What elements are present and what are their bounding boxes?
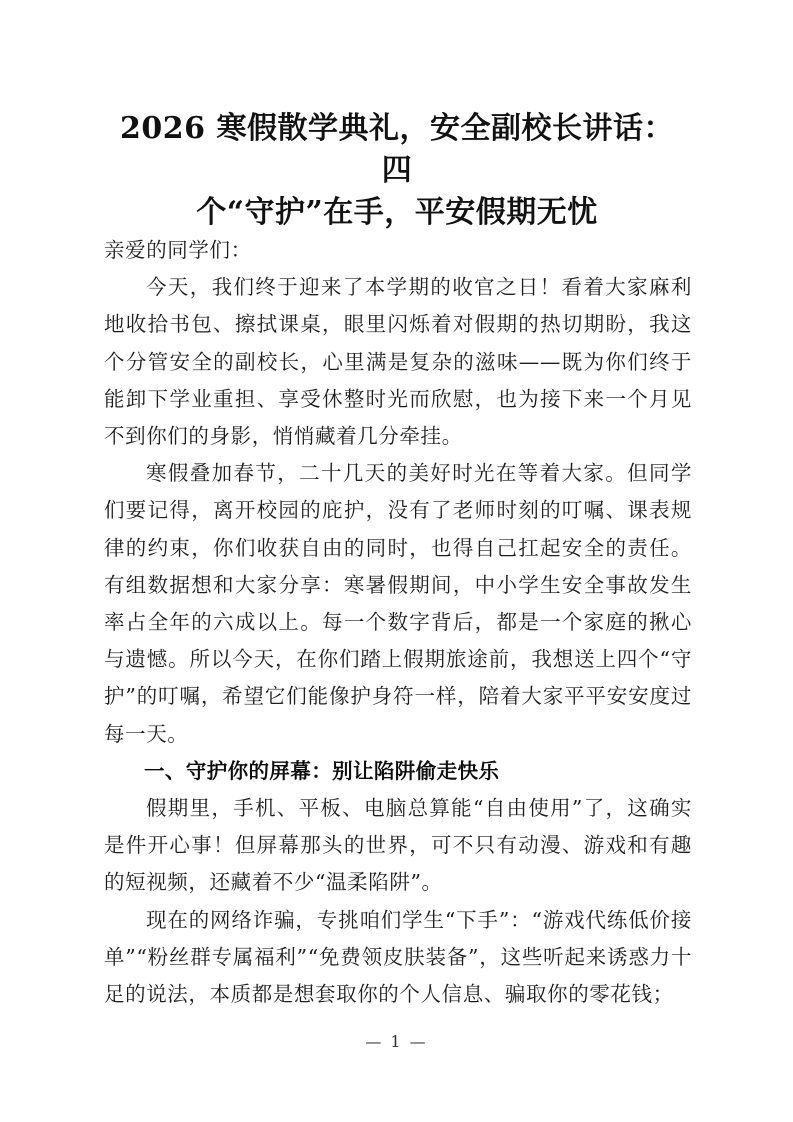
salutation: 亲爱的同学们： (104, 238, 252, 262)
page-title-line-2: 个“守护”在手，平安假期无忧 (196, 195, 598, 230)
page-title-line-1: 2026 寒假散学典礼，安全副校长讲话：四 (120, 111, 674, 188)
body-paragraph: 今天，我们终于迎来了本学期的收官之日！看着大家麻利地收拾书包、擦拭课桌，眼里闪烁着对假期的热切期盼，我这个分管安全的副校长，心里满是复杂的滋味——既为你们终于能卸下学业重担、享受休整时光而欣慰，也为接下来一个月见不到你们的身影，悄悄藏着几分牵挂。 (104, 275, 692, 449)
page-number-footer: — 1 — (365, 1032, 428, 1051)
document-body (104, 232, 692, 1013)
section-heading: 一、守护你的屏幕：别让陷阱偷走快乐 (144, 758, 500, 783)
page-title (107, 108, 687, 234)
body-paragraph: 假期里，手机、平板、电脑总算能“自由使用”了，这确实是件开心事！但屏幕那头的世界，可不只有动漫、游戏和有趣的短视频，还藏着不少“温柔陷阱”。 (104, 796, 692, 895)
body-paragraph: 现在的网络诈骗，专挑咱们学生“下手”：“游戏代练低价接单”“粉丝群专属福利”“免费领皮肤装备”，这些听起来诱惑力十足的说法，本质都是想套取你的个人信息、骗取你的零花钱； (104, 907, 692, 1007)
body-paragraph: 寒假叠加春节，二十几天的美好时光在等着大家。但同学们要记得，离开校园的庇护，没有了老师时刻的叮嘱、课表规律的约束，你们收获自由的同时，也得自己扛起安全的责任。有组数据想和大家分享：寒暑假期间，中小学生安全事故发生率占全年的六成以上。每一个数字背后，都是一个家庭的揪心与遗憾。所以今天，在你们踏上假期旅途前，我想送上四个“守护”的叮嘱，希望它们能像护身符一样，陪着大家平平安安度过每一天。 (104, 461, 692, 746)
